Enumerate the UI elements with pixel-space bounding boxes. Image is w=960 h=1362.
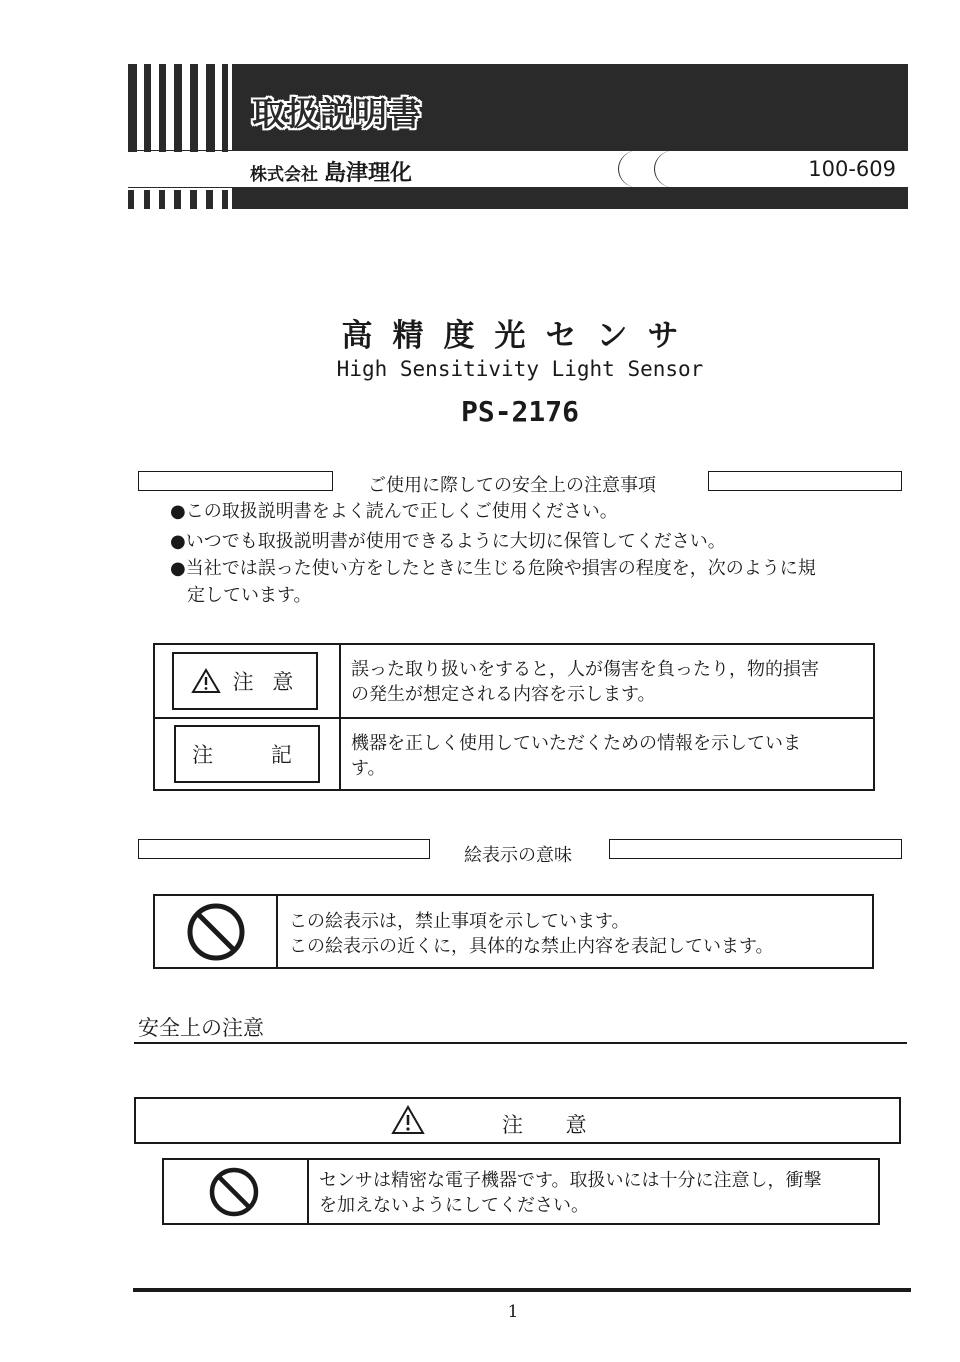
caution-label: 注 意 (232, 670, 300, 694)
header-stripe (222, 64, 228, 152)
safety-bullet: ●当社では誤った使い方をしたときに生じる危険や損害の程度を，次のように規 (170, 558, 816, 579)
caution-banner (134, 1097, 901, 1144)
header-bracket-ornament (654, 150, 695, 188)
safety-notes-heading: ご使用に際しての安全上の注意事項 (368, 475, 656, 496)
prohibition-icon (208, 1166, 260, 1218)
manual-header (128, 64, 908, 209)
header-stripe (206, 190, 213, 209)
model-number: PS-2176 (460, 395, 579, 428)
note-description-line: す。 (351, 758, 386, 779)
header-stripe (128, 190, 134, 209)
page-number: 1 (507, 1302, 519, 1322)
caution-banner-label: 注 意 (502, 1113, 605, 1137)
pictogram-description (289, 909, 774, 959)
caution-description-line: 誤った取り扱いをすると，人が傷害を負ったり，物的損害 (351, 659, 819, 680)
prohibition-icon (186, 902, 246, 962)
section-rule (134, 1042, 907, 1044)
note-description-line: 機器を正しく使用していただくための情報を示していま (351, 733, 801, 754)
caution-item-table (162, 1158, 880, 1225)
safety-bullet-continuation: 定しています。 (187, 585, 312, 606)
pictogram-description-line: この絵表示は，禁止事項を示しています。 (289, 911, 630, 932)
caution-item-line: を加えないようにしてください。 (319, 1195, 589, 1216)
manual-title: 取扱説明書 (252, 94, 422, 133)
header-stripe (159, 64, 166, 152)
caution-description (351, 657, 867, 707)
section-ornament-left (138, 471, 333, 491)
pictogram-heading: 絵表示の意味 (464, 845, 572, 866)
header-bottom-band (232, 188, 908, 209)
header-stripe (174, 64, 182, 152)
product-name-jp: 高精度光センサ (341, 318, 699, 354)
warning-triangle-icon (391, 1105, 425, 1135)
header-stripe (144, 64, 151, 152)
safety-section-heading: 安全上の注意 (138, 1016, 264, 1040)
section-ornament-left (138, 839, 430, 859)
caution-description-line: の発生が想定される内容を示します。 (351, 684, 656, 705)
header-stripe (174, 190, 181, 209)
header-stripe (190, 190, 197, 209)
company-brand: 島津理化 (324, 161, 413, 186)
signal-word-table (153, 643, 875, 791)
header-stripe (222, 190, 228, 209)
table-divider (276, 896, 278, 967)
caution-item-description (319, 1168, 875, 1218)
document-number: 100-609 (808, 157, 896, 181)
company-name (250, 156, 412, 187)
note-description (351, 731, 867, 781)
table-divider (155, 717, 873, 719)
header-stripe (190, 64, 198, 152)
header-stripe (128, 64, 137, 152)
note-label: 注 記 (192, 743, 302, 767)
footer-rule (133, 1288, 911, 1292)
section-ornament-right (708, 471, 902, 491)
header-stripe (206, 64, 215, 152)
caution-item-line: センサは精密な電子機器です。取扱いには十分に注意し，衝撃 (319, 1170, 822, 1191)
header-bracket-ornament (618, 150, 659, 188)
company-prefix: 株式会社 (250, 165, 318, 185)
pictogram-table (153, 894, 874, 969)
section-ornament-right (609, 839, 902, 859)
header-info-row (128, 150, 908, 188)
caution-label-box (172, 652, 318, 710)
safety-bullet: ●この取扱説明書をよく読んで正しくご使用ください。 (170, 501, 618, 522)
safety-bullet: ●いつでも取扱説明書が使用できるように大切に保管してください。 (170, 531, 726, 552)
note-label-box (174, 725, 320, 783)
pictogram-description-line: この絵表示の近くに，具体的な禁止内容を表記しています。 (289, 936, 774, 957)
warning-triangle-icon (191, 668, 221, 694)
header-stripe (144, 190, 150, 209)
header-stripe (159, 190, 165, 209)
product-name-en: High Sensitivity Light Sensor (336, 357, 704, 381)
table-divider (307, 1160, 309, 1223)
